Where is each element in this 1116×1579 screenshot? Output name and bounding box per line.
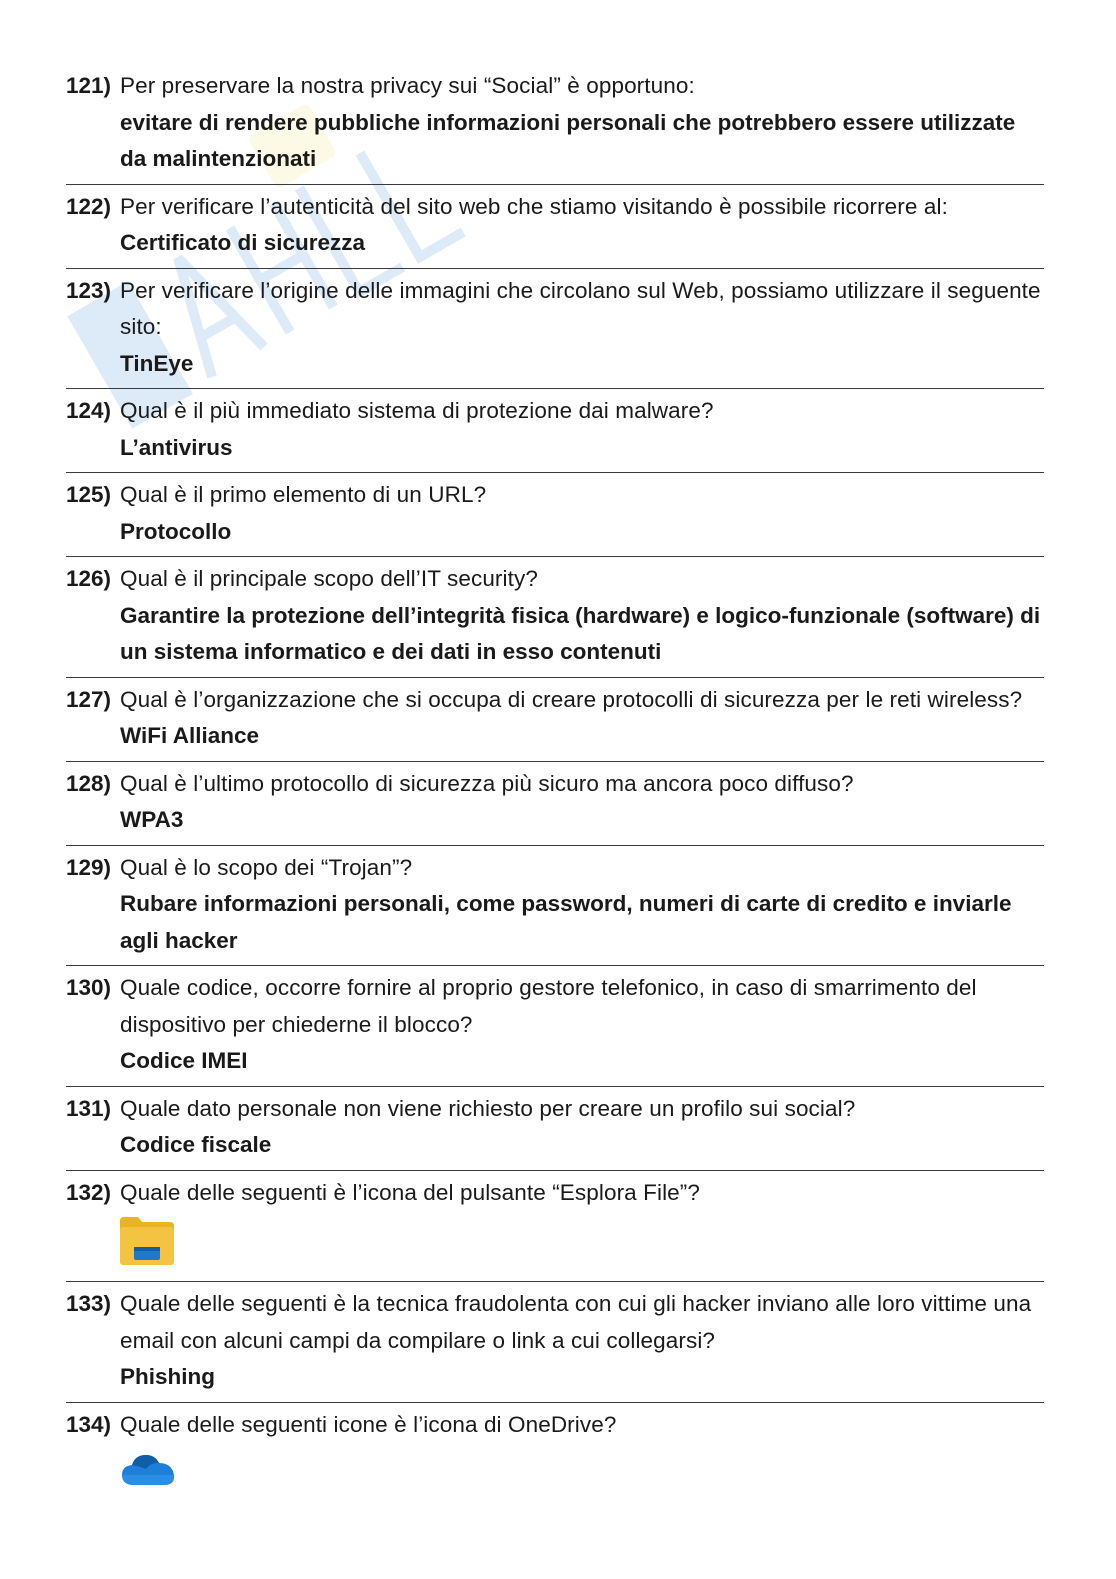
answer-text: Certificato di sicurezza bbox=[120, 230, 366, 255]
question-number: 130) bbox=[66, 975, 112, 1000]
answer-text: L’antivirus bbox=[120, 434, 233, 460]
question-item bbox=[66, 846, 1044, 967]
question-number: 133) bbox=[66, 1291, 112, 1316]
question-item bbox=[66, 1171, 1044, 1283]
question-item bbox=[66, 473, 1044, 557]
answer-text: Protocollo bbox=[120, 518, 232, 544]
question-item bbox=[66, 185, 1044, 269]
answer-text: evitare di rendere pubbliche informazioni personali che potrebbero essere utilizzate da malintenzionati bbox=[120, 109, 1016, 171]
question-text: Quale delle seguenti è la tecnica fraudolenta con cui gli hacker inviano alle loro vittime una email con alcuni campi da compilare o link a cui collegarsi? bbox=[120, 1291, 1032, 1353]
question-number: 121) bbox=[66, 73, 112, 98]
question-item bbox=[66, 762, 1044, 846]
question-text: Per verificare l’origine delle immagini che circolano sul Web, possiamo utilizzare il seguente sito: bbox=[120, 277, 1041, 339]
answer-text: TinEye bbox=[120, 350, 194, 376]
question-item bbox=[66, 389, 1044, 473]
question-text: Quale dato personale non viene richiesto per creare un profilo sui social? bbox=[120, 1095, 856, 1121]
question-item bbox=[66, 678, 1044, 762]
answer-text: WiFi Alliance bbox=[120, 723, 259, 748]
question-number: 123) bbox=[66, 277, 112, 303]
question-text: Per verificare l’autenticità del sito web che stiamo visitando è possibile ricorrere al: bbox=[120, 193, 948, 219]
question-number: 122) bbox=[66, 193, 112, 219]
question-item bbox=[66, 966, 1044, 1087]
question-text: Qual è il più immediato sistema di protezione dai malware? bbox=[120, 398, 714, 423]
question-text: Qual è il principale scopo dell’IT security? bbox=[120, 566, 538, 591]
question-number: 131) bbox=[66, 1095, 112, 1121]
question-text: Quale delle seguenti icone è l’icona di OneDrive? bbox=[120, 1411, 617, 1437]
question-text: Qual è lo scopo dei “Trojan”? bbox=[120, 854, 413, 880]
answer-text: Codice IMEI bbox=[120, 1048, 248, 1073]
question-number: 126) bbox=[66, 566, 112, 591]
question-number: 125) bbox=[66, 482, 112, 507]
question-number: 134) bbox=[66, 1411, 112, 1437]
question-item bbox=[66, 557, 1044, 678]
question-text: Qual è l’organizzazione che si occupa di creare protocolli di sicurezza per le reti wireless? bbox=[120, 686, 1023, 712]
question-number: 127) bbox=[66, 686, 112, 712]
question-item bbox=[66, 1403, 1044, 1514]
question-list bbox=[66, 64, 1044, 1513]
question-number: 128) bbox=[66, 770, 112, 796]
answer-text: WPA3 bbox=[120, 807, 184, 832]
question-item bbox=[66, 1087, 1044, 1171]
answer-text: Phishing bbox=[120, 1364, 215, 1389]
answer-text: Rubare informazioni personali, come password, numeri di carte di credito e inviarle agli hacker bbox=[120, 891, 1012, 953]
question-text: Qual è l’ultimo protocollo di sicurezza più sicuro ma ancora poco diffuso? bbox=[120, 770, 854, 796]
question-number: 124) bbox=[66, 398, 112, 423]
question-number: 129) bbox=[66, 854, 112, 880]
question-text: Qual è il primo elemento di un URL? bbox=[120, 482, 487, 507]
question-item bbox=[66, 269, 1044, 390]
file-explorer-icon bbox=[120, 1217, 174, 1265]
question-item bbox=[66, 64, 1044, 185]
answer-text: Garantire la protezione dell’integrità fisica (hardware) e logico-funzionale (software) di un sistema informatico e dei dati in esso contenuti bbox=[120, 602, 1041, 664]
answer-text: Codice fiscale bbox=[120, 1132, 272, 1157]
question-text: Quale delle seguenti è l’icona del pulsante “Esplora File”? bbox=[120, 1179, 700, 1205]
question-text: Per preservare la nostra privacy sui “Social” è opportuno: bbox=[120, 73, 695, 98]
question-item bbox=[66, 1282, 1044, 1403]
onedrive-icon bbox=[120, 1449, 176, 1489]
question-number: 132) bbox=[66, 1179, 112, 1205]
question-text: Quale codice, occorre fornire al proprio gestore telefonico, in caso di smarrimento del dispositivo per chiederne il blocco? bbox=[120, 975, 977, 1037]
